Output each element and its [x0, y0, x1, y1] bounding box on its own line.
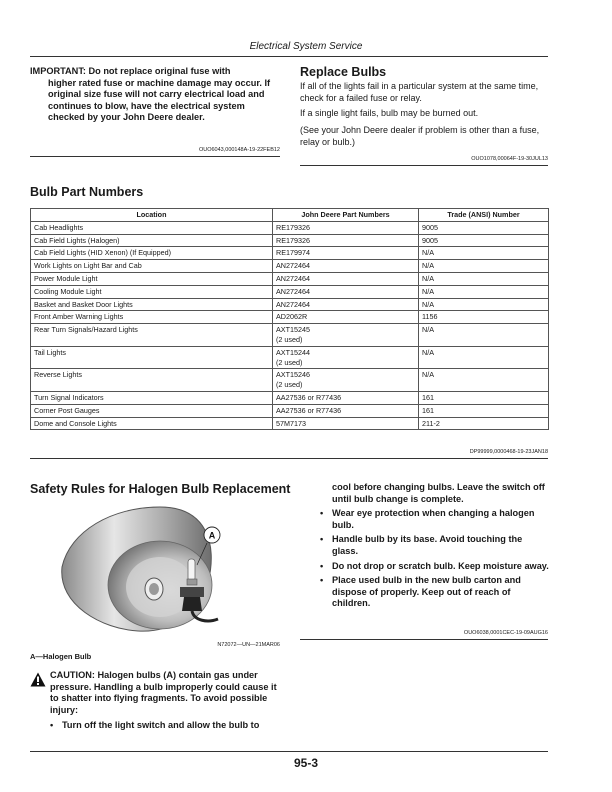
- cell-trade-number: N/A: [419, 298, 549, 311]
- callout-label: A: [208, 530, 216, 541]
- safety-bullet: • Do not drop or scratch bulb. Keep moisture away.: [300, 561, 550, 573]
- cell-location: Rear Turn Signals/Hazard Lights: [31, 324, 273, 347]
- cell-trade-number: N/A: [419, 260, 549, 273]
- figure-caption: A—Halogen Bulb: [30, 652, 92, 661]
- part-quantity: (2 used): [276, 334, 303, 344]
- cell-location: Work Lights on Light Bar and Cab: [31, 260, 273, 273]
- part-quantity: (2 used): [276, 357, 303, 367]
- safety-bullet: • Wear eye protection when changing a halogen bulb.: [300, 508, 550, 531]
- table-header-row: [31, 209, 549, 222]
- cell-location: Reverse Lights: [31, 369, 273, 392]
- cell-location: Front Amber Warning Lights: [31, 311, 273, 324]
- important-notice: [30, 66, 280, 124]
- table-row: [31, 391, 549, 404]
- page-header: Electrical System Service: [249, 41, 363, 52]
- table-row: [31, 324, 549, 347]
- caution-text: CAUTION: Halogen bulbs (A) contain gas under pressure. Handling a bulb improperly could cause it to shatter into flying fragments. To avoid possible injury:: [50, 670, 277, 715]
- cell-location: Power Module Light: [31, 272, 273, 285]
- cell-trade-number: N/A: [419, 272, 549, 285]
- replace-bulbs-paragraph-3: (See your John Deere dealer if problem is other than a fuse, relay or bulb.): [300, 125, 540, 147]
- cell-part-number: RE179974: [273, 247, 419, 260]
- cell-location: Cab Headlights: [31, 221, 273, 234]
- table-row: [31, 311, 549, 324]
- safety-bullet: • Place used bulb in the new bulb carton and dispose of properly. Keep out of reach of children.: [300, 575, 550, 610]
- cell-part-number: [273, 369, 419, 392]
- footer-rule: [30, 751, 548, 752]
- cell-location: Cooling Module Light: [31, 285, 273, 298]
- table-row: [31, 272, 549, 285]
- safety-bullet-continued: cool before changing bulbs. Leave the switch off until bulb change is complete.: [332, 482, 545, 504]
- important-label: IMPORTANT:: [30, 66, 86, 76]
- table-row: [31, 221, 549, 234]
- safety-rules-heading: Safety Rules for Halogen Bulb Replacement: [30, 482, 291, 496]
- cell-trade-number: 1156: [419, 311, 549, 324]
- cell-part-number: AN272464: [273, 260, 419, 273]
- column-header-trade-number: Trade (ANSI) Number: [419, 209, 549, 222]
- cell-part-number: [273, 324, 419, 347]
- part-number: AXT15246: [276, 370, 310, 380]
- divider: [300, 639, 548, 640]
- table-row: [31, 417, 549, 430]
- replace-bulbs-paragraph-1: If all of the lights fail in a particular system at the same time, check for a failed fuse or relay.: [300, 81, 539, 103]
- cell-trade-number: N/A: [419, 346, 549, 369]
- cell-part-number: [273, 346, 419, 369]
- cell-location: Basket and Basket Door Lights: [31, 298, 273, 311]
- caution-notice: [30, 670, 282, 716]
- cell-trade-number: 211-2: [419, 417, 549, 430]
- cell-part-number: AN272464: [273, 298, 419, 311]
- column-header-part-number: John Deere Part Numbers: [273, 209, 419, 222]
- cell-location: Cab Field Lights (Halogen): [31, 234, 273, 247]
- cell-trade-number: 161: [419, 391, 549, 404]
- cell-location: Turn Signal Indicators: [31, 391, 273, 404]
- bulb-part-numbers-heading: Bulb Part Numbers: [30, 185, 144, 199]
- cell-location: Dome and Console Lights: [31, 417, 273, 430]
- cell-trade-number: N/A: [419, 324, 549, 347]
- table-row: [31, 298, 549, 311]
- table-row: [31, 285, 549, 298]
- bulb-part-numbers-table: [30, 208, 549, 430]
- important-ref-code: OUO6043,000148A-19-22FEB12: [198, 147, 280, 153]
- figure-ref-code: N72072—UN—21MAR06: [217, 642, 280, 648]
- header-rule: [30, 56, 548, 57]
- caution-warning-icon: [30, 672, 46, 687]
- part-number: AXT15244: [276, 347, 310, 357]
- safety-ref-code: OUO6038,0001CEC-19-09AUG16: [463, 630, 548, 636]
- replace-bulbs-heading: Replace Bulbs: [300, 65, 387, 79]
- column-header-location: Location: [31, 209, 273, 222]
- cell-trade-number: N/A: [419, 247, 549, 260]
- cell-part-number: RE179326: [273, 221, 419, 234]
- halogen-bulb-illustration: [42, 503, 280, 635]
- cell-trade-number: N/A: [419, 369, 549, 392]
- safety-bullet: • Turn off the light switch and allow the bulb to: [30, 720, 290, 732]
- cell-part-number: AD2062R: [273, 311, 419, 324]
- table-row: [31, 247, 549, 260]
- cell-part-number: AN272464: [273, 272, 419, 285]
- table-row: [31, 346, 549, 369]
- cell-trade-number: 9005: [419, 234, 549, 247]
- divider: [30, 458, 548, 459]
- page-number: 95-3: [293, 756, 319, 770]
- cell-trade-number: 161: [419, 404, 549, 417]
- table-row: [31, 234, 549, 247]
- cell-part-number: AA27536 or R77436: [273, 391, 419, 404]
- table-row: [31, 369, 549, 392]
- cell-part-number: AN272464: [273, 285, 419, 298]
- replace-bulbs-paragraph-2: If a single light fails, bulb may be burned out.: [300, 108, 479, 118]
- important-first-line: Do not replace original fuse with: [85, 66, 231, 76]
- part-quantity: (2 used): [276, 380, 303, 390]
- cell-location: Corner Post Gauges: [31, 404, 273, 417]
- safety-rules-continued: [300, 482, 550, 613]
- cell-location: Cab Field Lights (HID Xenon) (If Equipped): [31, 247, 273, 260]
- cell-trade-number: N/A: [419, 285, 549, 298]
- bulb-table-ref-code: DP99999,0000468-19-23JAN18: [469, 449, 548, 455]
- divider: [30, 156, 280, 157]
- cell-part-number: RE179326: [273, 234, 419, 247]
- cell-trade-number: 9005: [419, 221, 549, 234]
- safety-bullet: • Handle bulb by its base. Avoid touching the glass.: [300, 534, 550, 557]
- divider: [300, 165, 548, 166]
- cell-part-number: AA27536 or R77436: [273, 404, 419, 417]
- cell-location: Tail Lights: [31, 346, 273, 369]
- important-text: higher rated fuse or machine damage may occur. If original size fuse will not carry electrical load and continues to blow, have the electrical system checked by your John Deere dealer.: [48, 77, 271, 123]
- replace-bulbs-ref-code: OUO1078,00064F-19-30JUL13: [471, 156, 548, 162]
- table-row: [31, 404, 549, 417]
- table-row: [31, 260, 549, 273]
- cell-part-number: 57M7173: [273, 417, 419, 430]
- part-number: AXT15245: [276, 325, 310, 335]
